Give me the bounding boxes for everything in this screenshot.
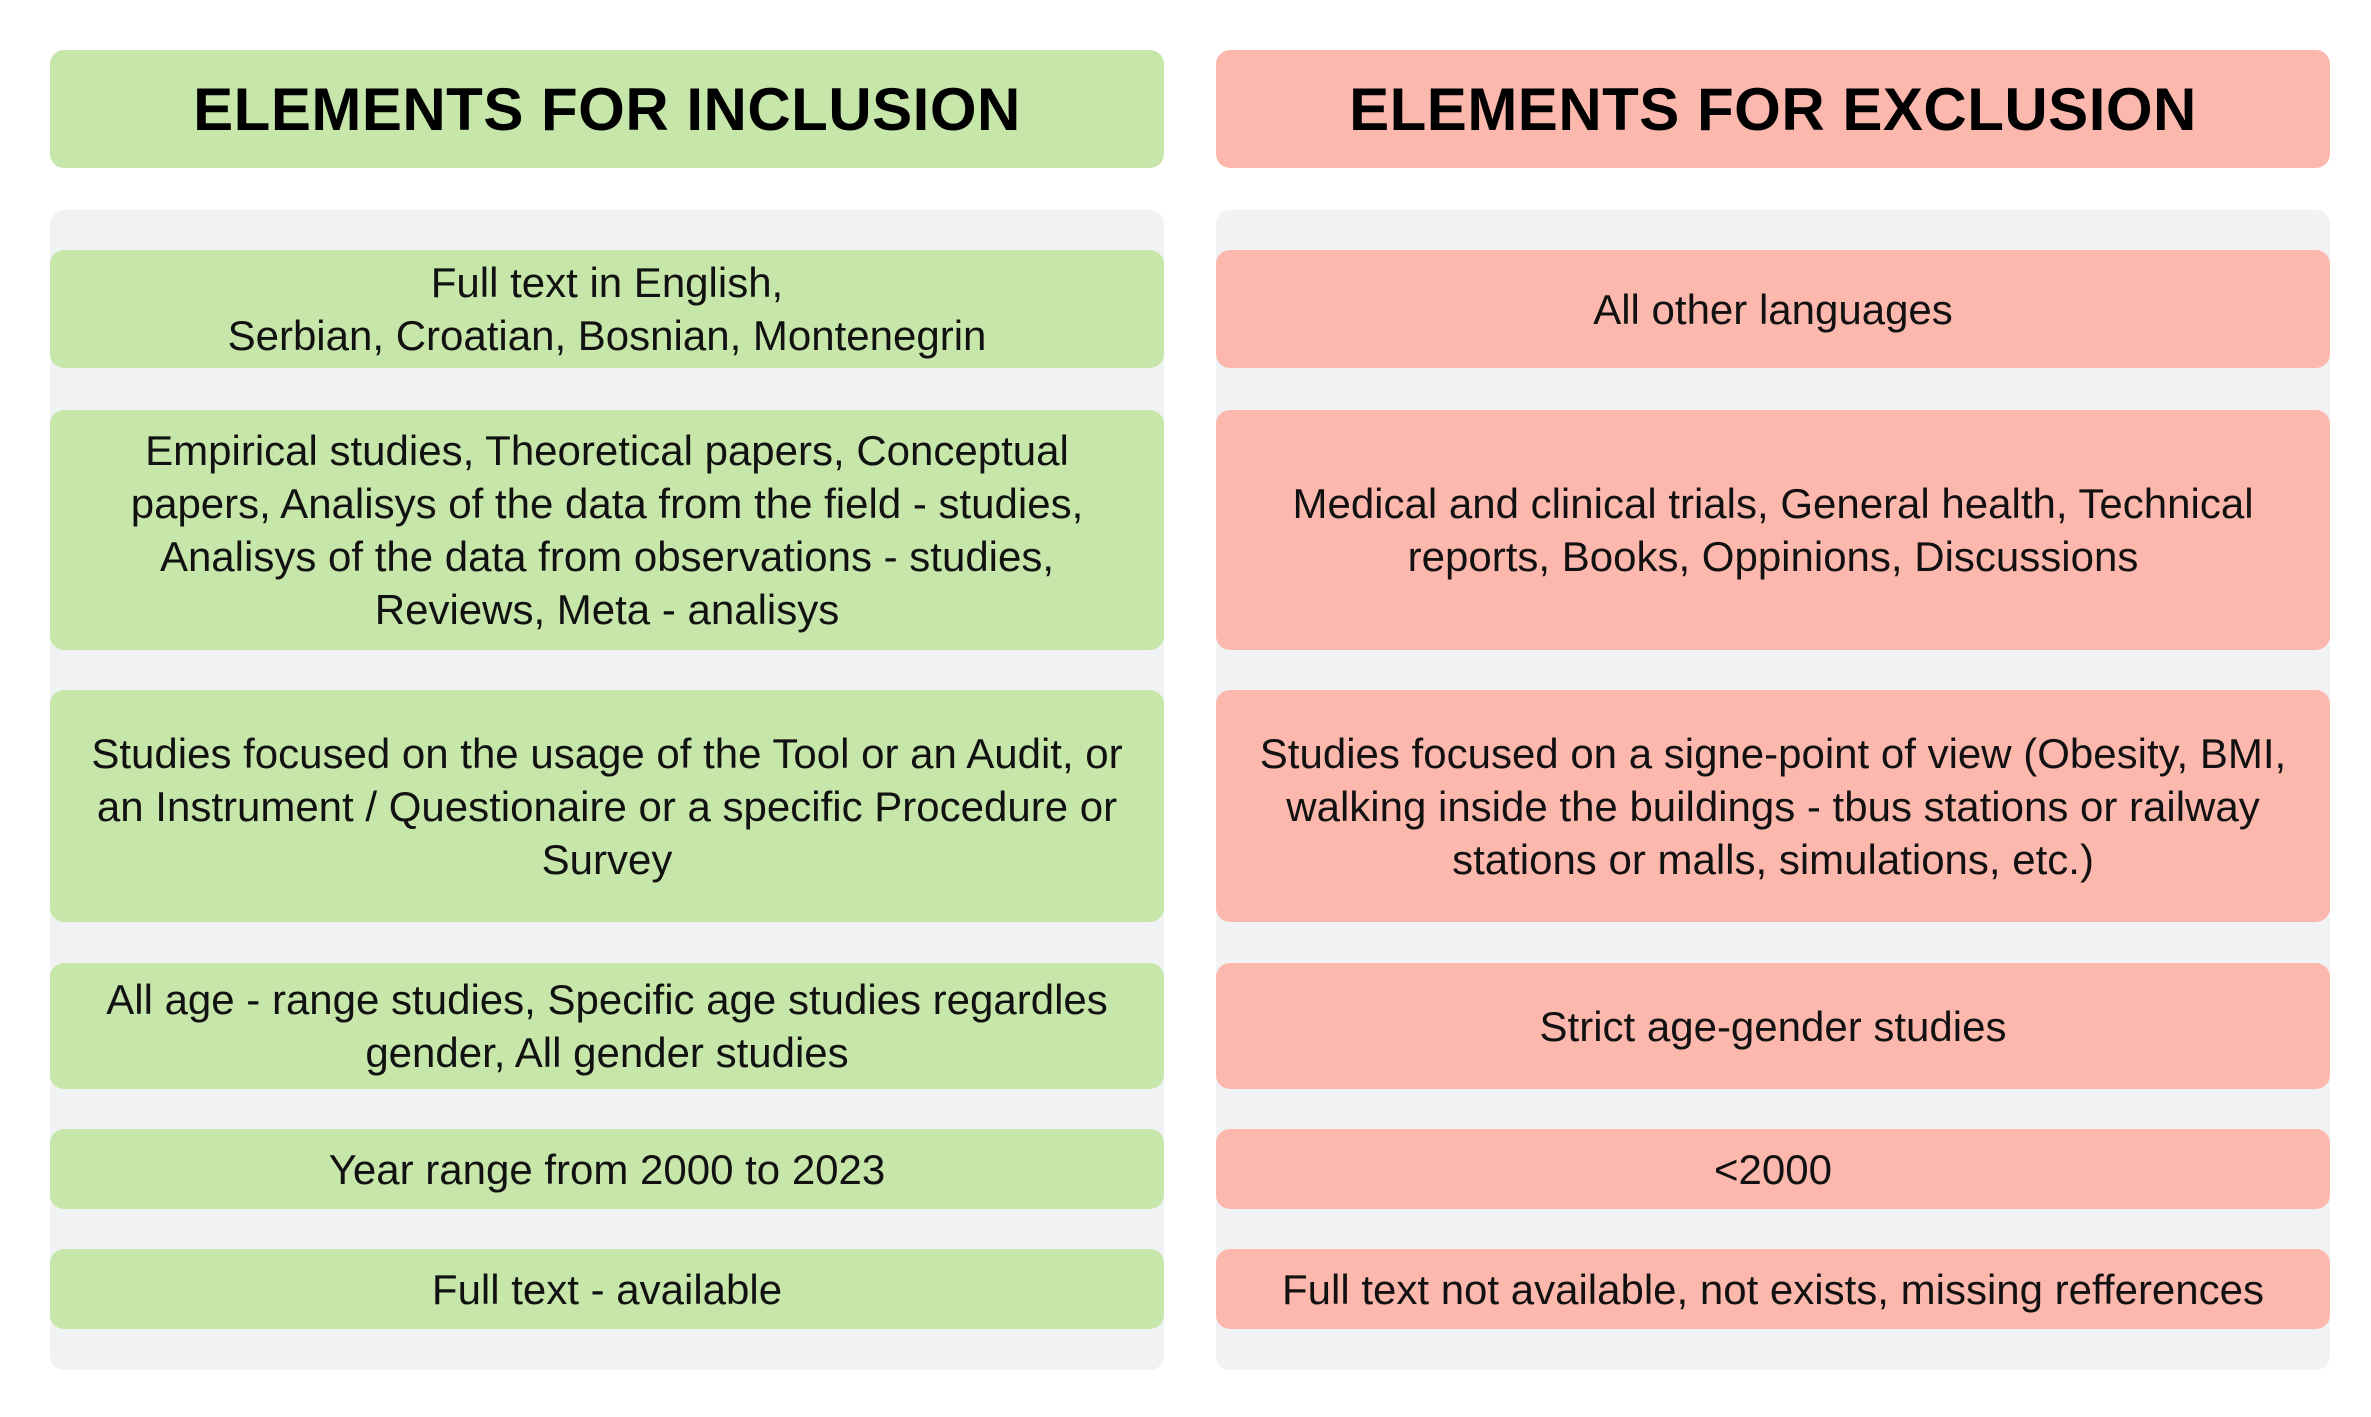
exclusion-criterion-age-gender: Strict age-gender studies [1216, 963, 2330, 1089]
inclusion-criterion-focus: Studies focused on the usage of the Tool or an Audit, or an Instrument / Questionaire or a specific Procedure or Survey [50, 690, 1164, 922]
exclusion-header-label: ELEMENTS FOR EXCLUSION [1349, 75, 2197, 143]
exclusion-criterion-study-type: Medical and clinical trials, General health, Technical reports, Books, Oppinions, Discussions [1216, 410, 2330, 650]
inclusion-criterion-age-gender: All age - range studies, Specific age studies regardles gender, All gender studies [50, 963, 1164, 1089]
inclusion-criterion-year-range: Year range from 2000 to 2023 [50, 1129, 1164, 1209]
inclusion-header [50, 50, 1164, 168]
exclusion-header [1216, 50, 2330, 168]
inclusion-criterion-study-type: Empirical studies, Theoretical papers, Conceptual papers, Analisys of the data from the field - studies, Analisys of the data from observations - studies, Reviews, Meta - analisys [50, 410, 1164, 650]
exclusion-criterion-focus: Studies focused on a signe-point of view (Obesity, BMI, walking inside the buildings - tbus stations or railway stations or malls, simulations, etc.) [1216, 690, 2330, 922]
exclusion-criterion-year-range: <2000 [1216, 1129, 2330, 1209]
exclusion-criterion-language: All other languages [1216, 250, 2330, 368]
exclusion-criterion-availability: Full text not available, not exists, missing refferences [1216, 1249, 2330, 1329]
inclusion-header-label: ELEMENTS FOR INCLUSION [193, 75, 1021, 143]
inclusion-criterion-availability: Full text - available [50, 1249, 1164, 1329]
inclusion-criterion-language: Full text in English, Serbian, Croatian, Bosnian, Montenegrin [50, 250, 1164, 368]
